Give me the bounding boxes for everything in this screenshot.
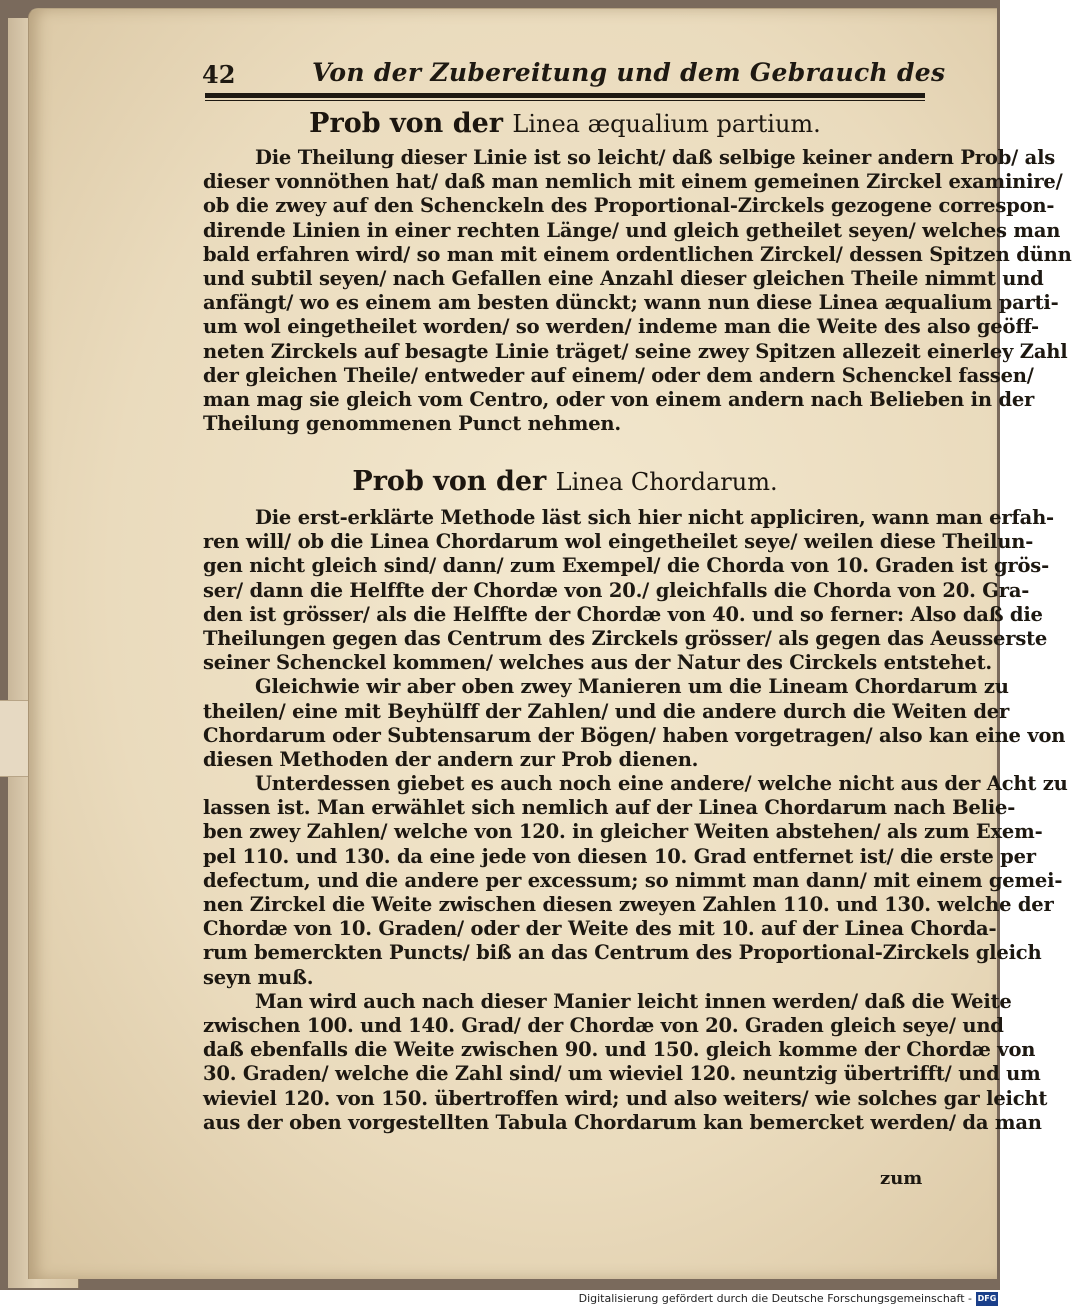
text-line: Gleichwie wir aber oben zwey Manieren um die Lineam Chordarum zu <box>255 675 1009 699</box>
text-line: Chordarum oder Subtensarum der Bögen/ haben vorgetragen/ also kan eine von <box>203 723 1066 747</box>
text-line: diesen Methoden der andern zur Prob dienen. <box>203 747 699 771</box>
text-line: nen Zirckel die Weite zwischen diesen zweyen Zahlen 110. und 130. welche der <box>203 893 1054 916</box>
text-line: Die Theilung dieser Linie ist so leicht/ daß selbige keiner andern Prob/ als <box>255 146 1056 169</box>
header-rule <box>205 93 925 98</box>
section-1-body <box>203 146 1072 436</box>
text-line: Theilung genommenen Punct nehmen. <box>203 412 621 436</box>
text-line: ser/ dann die Helffte der Chordæ von 20./ gleichfalls die Chorda von 20. Gra- <box>203 578 1030 602</box>
text-line: gen nicht gleich sind/ dann/ zum Exempel/ die Chorda von 10. Graden ist grös- <box>203 554 1049 578</box>
digitization-footer <box>0 1290 1000 1311</box>
text-line: lassen ist. Man erwählet sich nemlich auf der Linea Chordarum nach Belie- <box>203 796 1016 820</box>
footer-credit: Digitalisierung gefördert durch die Deutsche Forschungsgemeinschaft - <box>578 1292 972 1305</box>
text-line: Theilungen gegen das Centrum des Zirckels grösser/ als gegen das Aeusserste <box>203 626 1048 650</box>
text-line: 30. Graden/ welche die Zahl sind/ um wieviel 120. neuntzig übertrifft/ und um <box>203 1062 1041 1086</box>
header-rule-thin <box>205 100 925 101</box>
text-line: dieser vonnöthen hat/ daß man nemlich mit einem gemeinen Zirckel examinire/ <box>203 170 1063 194</box>
text-line: den ist grösser/ als die Helffte der Chordæ von 40. und so ferner: Also daß die <box>203 602 1043 626</box>
heading-latin: Linea æqualium partium. <box>512 110 821 138</box>
text-line: seyn muß. <box>203 965 314 989</box>
heading-german: Prob von der <box>352 466 547 497</box>
text-line: um wol eingetheilet worden/ so werden/ indeme man die Weite des also geöff- <box>203 315 1039 339</box>
text-line: rum bemerckten Puncts/ biß an das Centrum des Proportional-Zirckels gleich <box>203 941 1042 965</box>
text-line: man mag sie gleich vom Centro, oder von einem andern nach Belieben in der <box>203 387 1035 411</box>
text-line: defectum, und die andere per excessum; so nimmt man dann/ mit einem gemei- <box>203 868 1063 892</box>
section-2-body <box>203 506 1068 1135</box>
text-line: anfängt/ wo es einem am besten dünckt; wann nun diese Linea æqualium parti- <box>203 291 1059 315</box>
catchword: zum <box>880 1168 923 1189</box>
text-line: und subtil seyen/ nach Gefallen eine Anzahl dieser gleichen Theile nimmt und <box>203 266 1044 290</box>
page-header <box>202 54 946 90</box>
text-line: der gleichen Theile/ entweder auf einem/ oder dem andern Schenckel fassen/ <box>203 363 1034 387</box>
text-line: ob die zwey auf den Schenckeln des Proportional-Zirckels gezogene correspon- <box>203 194 1055 218</box>
text-line: Unterdessen giebet es auch noch eine andere/ welche nicht aus der Acht zu <box>255 772 1068 796</box>
heading-latin: Linea Chordarum. <box>555 468 778 496</box>
text-line: neten Zirckels auf besagte Linie träget/ seine zwey Spitzen allezeit einerley Zahl <box>203 339 1068 363</box>
text-line: bald erfahren wird/ so man mit einem ordentlichen Zirckel/ dessen Spitzen dünn <box>203 242 1072 266</box>
section-heading-2 <box>200 466 930 497</box>
text-line: ren will/ ob die Linea Chordarum wol eingetheilet seye/ weilen diese Theilun- <box>203 530 1034 554</box>
text-line: Man wird auch nach dieser Manier leicht innen werden/ daß die Weite <box>255 989 1012 1013</box>
text-line: seiner Schenckel kommen/ welches aus der Natur des Circkels entstehet. <box>203 651 992 675</box>
text-line: aus der oben vorgestellten Tabula Chordarum kan bemercket werden/ da man <box>203 1110 1042 1134</box>
text-line: Chordæ von 10. Graden/ oder der Weite des mit 10. auf der Linea Chorda- <box>203 917 997 941</box>
text-line: dirende Linien in einer rechten Länge/ und gleich getheilet seyen/ welches man <box>203 218 1061 242</box>
heading-german: Prob von der <box>309 108 503 139</box>
section-heading-1 <box>200 108 930 139</box>
text-line: pel 110. und 130. da eine jede von diesen 10. Grad entfernet ist/ die erste per <box>203 844 1036 868</box>
running-title: Von der Zubereitung und dem Gebrauch des <box>312 58 946 87</box>
text-line: daß ebenfalls die Weite zwischen 90. und 150. gleich komme der Chordæ von <box>203 1038 1036 1062</box>
text-line: ben zwey Zahlen/ welche von 120. in gleicher Weiten abstehen/ als zum Exem- <box>203 820 1043 844</box>
dfg-logo: DFG <box>976 1292 998 1306</box>
text-line: wieviel 120. von 150. übertroffen wird; und also weiters/ wie solches gar leicht <box>203 1086 1048 1110</box>
page-number: 42 <box>202 60 236 89</box>
text-line: Die erst-erklärte Methode läst sich hier nicht appliciren, wann man erfah- <box>255 506 1054 529</box>
text-line: zwischen 100. und 140. Grad/ der Chordæ von 20. Graden gleich seye/ und <box>203 1013 1004 1037</box>
text-line: theilen/ eine mit Beyhülff der Zahlen/ und die andere durch die Weiten der <box>203 699 1010 723</box>
